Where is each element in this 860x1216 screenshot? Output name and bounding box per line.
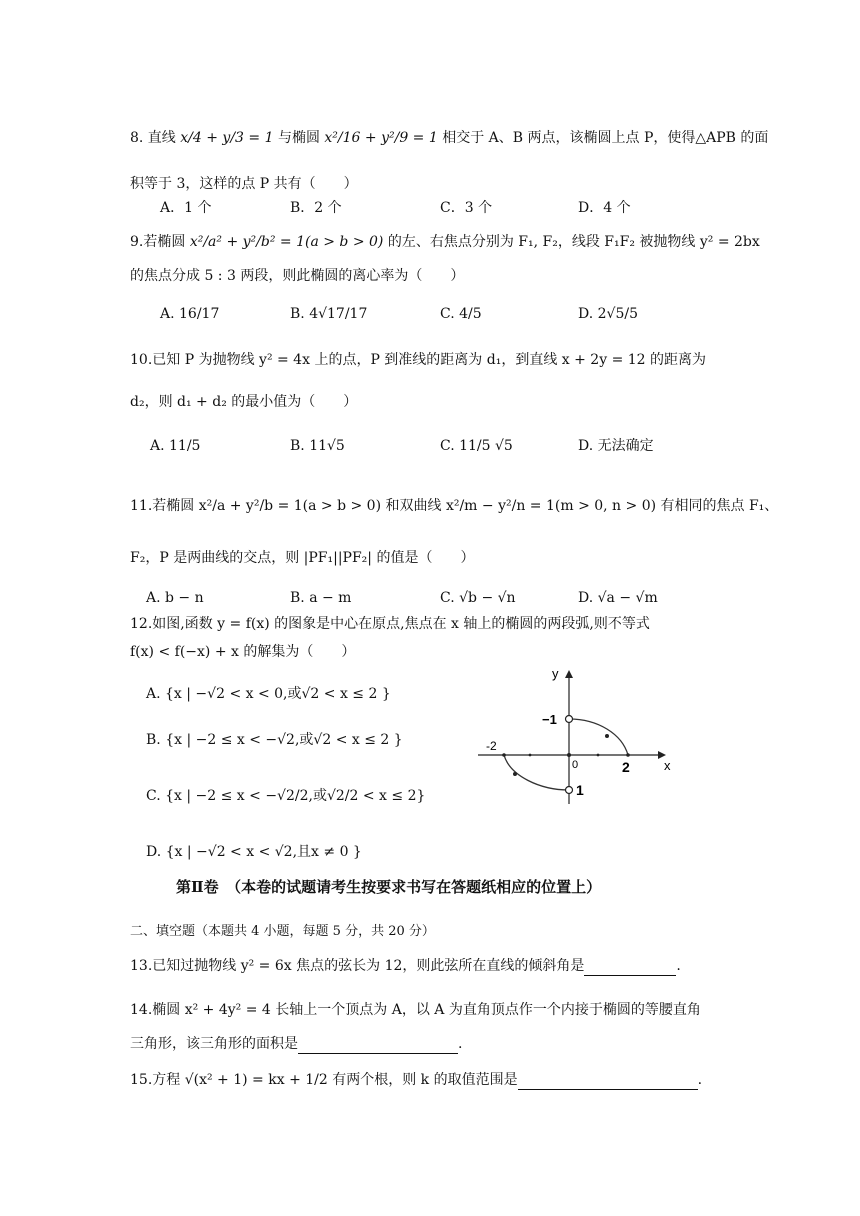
q15-answer-blank bbox=[518, 1089, 698, 1090]
dot-xneg2 bbox=[502, 753, 506, 757]
q9-line2: 的焦点分成 5 : 3 两段，则此椭圆的离心率为（ ） bbox=[130, 268, 465, 284]
q9-option-c: C. 4/5 bbox=[440, 306, 482, 322]
q10-line2: d₂，则 d₁ + d₂ 的最小值为（ ） bbox=[130, 394, 358, 410]
q10-option-b: B. 11√5 bbox=[290, 438, 345, 454]
q8-option-a: A．1 个 bbox=[160, 200, 212, 216]
open-point-top bbox=[566, 716, 573, 723]
q12-option-b: B. {x | −2 ≤ x < −√2,或√2 < x ≤ 2 } bbox=[146, 732, 403, 748]
y-axis-label: y bbox=[552, 666, 559, 681]
q8-mid: 与椭圆 bbox=[277, 130, 320, 146]
q14-line2: 三角形，该三角形的面积是 . bbox=[130, 1036, 463, 1052]
q9-suffix: 的左、右焦点分别为 F₁, F₂，线段 F₁F₂ 被抛物线 y² = 2bx bbox=[387, 234, 760, 250]
q11-line1: 11.若椭圆 x²/a + y²/b = 1(a > b > 0) 和双曲线 x²/m − y²/n = 1(m > 0, n > 0) 有相同的焦点 F₁、 bbox=[130, 498, 779, 514]
label-one: 1 bbox=[576, 782, 584, 798]
q12-option-a: A. {x | −√2 < x < 0,或√2 < x ≤ 2 } bbox=[146, 686, 391, 702]
label-neg2: -2 bbox=[486, 739, 497, 753]
q8-option-d: D．4 个 bbox=[578, 200, 631, 216]
section-2-title: 第Ⅱ卷 （本卷的试题请考生按要求书写在答题纸相应的位置上） bbox=[176, 878, 602, 896]
q10-option-c: C. 11/5 √5 bbox=[440, 438, 513, 454]
q10-option-d: D. 无法确定 bbox=[578, 438, 654, 454]
q10-option-a: A. 11/5 bbox=[150, 438, 201, 454]
dot-axis-a bbox=[529, 754, 532, 757]
q9-line1 bbox=[130, 232, 760, 252]
q8-line1 bbox=[130, 128, 768, 148]
q14-text: 三角形，该三角形的面积是 bbox=[130, 1036, 298, 1052]
q11-option-a: A. b − n bbox=[146, 590, 204, 606]
q9-option-d: D. 2√5/5 bbox=[578, 306, 638, 322]
q11-option-d: D. √a − √m bbox=[578, 590, 658, 606]
x-axis-label: x bbox=[664, 758, 671, 773]
q10-line1: 10.已知 P 为抛物线 y² = 4x 上的点，P 到准线的距离为 d₁，到直线 x + 2y = 12 的距离为 bbox=[130, 352, 707, 368]
q9-option-a: A. 16/17 bbox=[160, 306, 220, 322]
part2-heading: 二、填空题（本题共 4 小题，每题 5 分，共 20 分） bbox=[130, 924, 435, 939]
q9-ellipse: x²/a² + y²/b² = 1(a > b > 0) bbox=[189, 234, 384, 250]
label-two: 2 bbox=[622, 759, 630, 775]
dot-right-arc bbox=[605, 734, 609, 738]
dot-axis-b bbox=[597, 754, 600, 757]
q12-line1: 12.如图,函数 y = f(x) 的图象是中心在原点,焦点在 x 轴上的椭圆的两段弧,则不等式 bbox=[130, 616, 650, 632]
label-neg1: −1 bbox=[542, 712, 557, 727]
label-zero: 0 bbox=[572, 759, 579, 771]
upper-right-arc bbox=[569, 719, 628, 755]
q14-line1: 14.椭圆 x² + 4y² = 4 长轴上一个顶点为 A，以 A 为直角顶点作一个内接于椭圆的等腰直角 bbox=[130, 1002, 701, 1018]
q8-ellipse-equation: x²/16 + y²/9 = 1 bbox=[324, 130, 438, 146]
q13-answer-blank bbox=[584, 975, 676, 976]
q8-option-c: C．3 个 bbox=[440, 200, 493, 216]
q11-line2: F₂，P 是两曲线的交点，则 |PF₁||PF₂| 的值是（ ） bbox=[130, 550, 475, 566]
q8-suffix: 相交于 A、B 两点，该椭圆上点 P，使得△APB 的面 bbox=[442, 130, 769, 146]
dot-x2 bbox=[626, 753, 630, 757]
dot-origin bbox=[567, 753, 571, 757]
q8-option-b: B．2 个 bbox=[290, 200, 342, 216]
q13-text: 13.已知过抛物线 y² = 6x 焦点的弦长为 12，则此弦所在直线的倾斜角是 bbox=[130, 958, 585, 974]
q12-option-c: C. {x | −2 ≤ x < −√2/2,或√2/2 < x ≤ 2} bbox=[146, 788, 426, 804]
q8-line2: 积等于 3，这样的点 P 共有（ ） bbox=[130, 176, 358, 192]
y-axis-arrow bbox=[565, 670, 573, 678]
q15-line: 15.方程 √(x² + 1) = kx + 1/2 有两个根，则 k 的取值范围是 . bbox=[130, 1072, 703, 1088]
q13-line: 13.已知过抛物线 y² = 6x 焦点的弦长为 12，则此弦所在直线的倾斜角是 . bbox=[130, 958, 681, 974]
q9-prefix: 9.若椭圆 bbox=[130, 234, 186, 250]
q15-text: 15.方程 √(x² + 1) = kx + 1/2 有两个根，则 k 的取值范围是 bbox=[130, 1072, 518, 1088]
open-point-bottom bbox=[566, 787, 573, 794]
q11-option-c: C. √b − √n bbox=[440, 590, 516, 606]
q9-option-b: B. 4√17/17 bbox=[290, 306, 368, 322]
q12-option-d: D. {x | −√2 < x < √2,且x ≠ 0 } bbox=[146, 844, 362, 860]
dot-left-arc bbox=[513, 772, 517, 776]
q12-line2: f(x) < f(−x) + x 的解集为（ ） bbox=[130, 644, 356, 660]
q8-prefix: 8. 直线 bbox=[130, 130, 176, 146]
q8-line-equation: x/4 + y/3 = 1 bbox=[180, 130, 274, 146]
q12-figure bbox=[470, 664, 710, 812]
q11-option-b: B. a − m bbox=[290, 590, 352, 606]
q14-answer-blank bbox=[298, 1053, 458, 1054]
